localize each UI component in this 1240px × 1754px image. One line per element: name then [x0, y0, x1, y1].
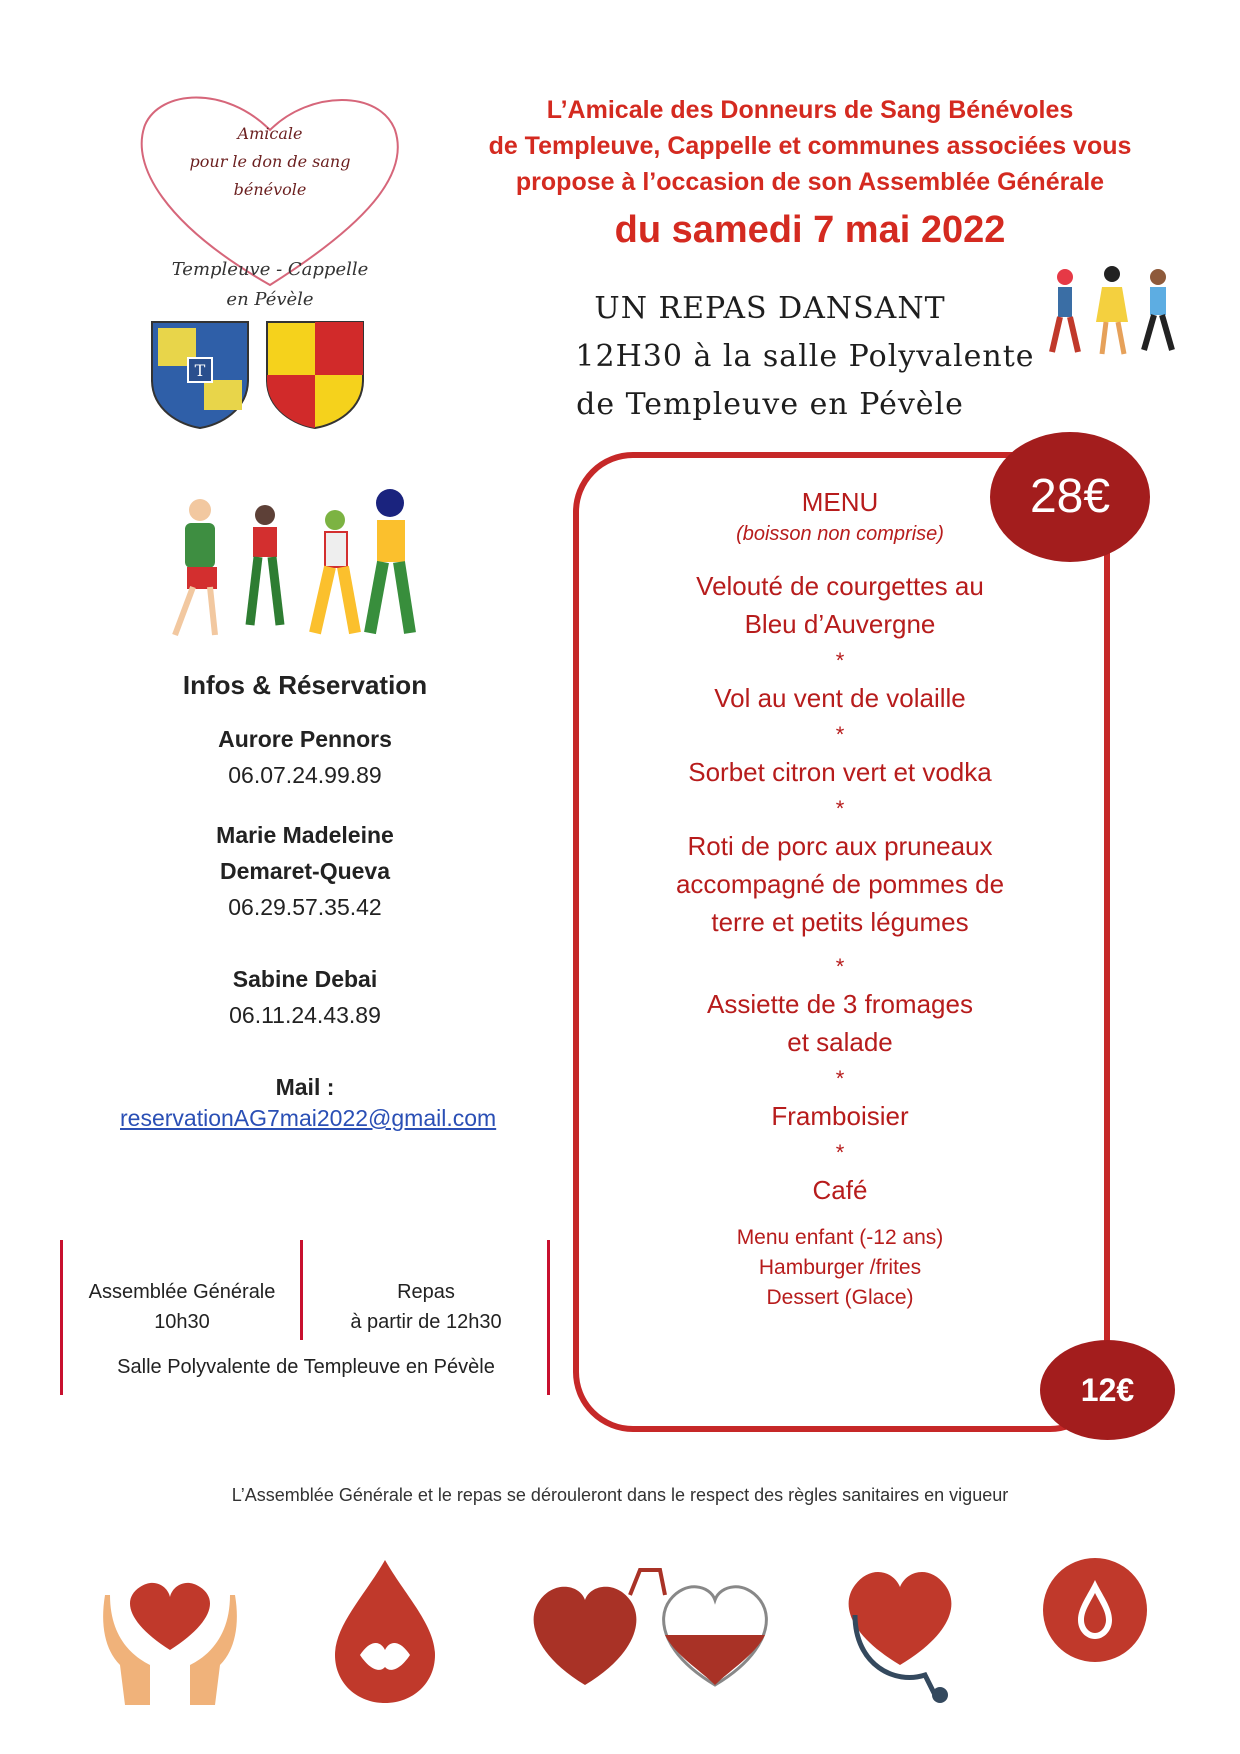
event-time-place: 12H30 à la salle Polyvalente [575, 339, 1035, 374]
contact-name: Sabine Debai [232, 966, 378, 992]
coat-of-arms-cappelle-icon [265, 320, 365, 430]
dish: accompagné de pommes de [675, 869, 1005, 899]
schedule-box [60, 1240, 550, 1395]
ag-label: Assemblée Générale [88, 1281, 276, 1303]
menu-title: MENU [801, 487, 879, 517]
place: Salle Polyvalente de Templeuve en Pévèle [117, 1356, 495, 1378]
event-town: de Templeuve en Pévèle [576, 387, 964, 422]
dancing-people-illustration-icon [155, 475, 455, 645]
contact-phone: 06.11.24.43.89 [229, 1002, 381, 1028]
svg-text:T: T [194, 361, 206, 380]
mail-label: Mail : [275, 1074, 335, 1100]
header-line-3: propose à l’occasion de son Assemblée Générale [515, 168, 1105, 196]
repas-time: à partir de 12h30 [350, 1311, 502, 1333]
dish: Vol au vent de volaille [714, 683, 966, 713]
price-kid-badge: 12€ [1040, 1340, 1175, 1440]
logo-line-4: Templeuve - Cappelle [171, 259, 369, 280]
kids-menu-line: Hamburger /frites [758, 1256, 922, 1279]
contact-name-2: Demaret-Queva [219, 858, 391, 884]
kids-menu [590, 1223, 1090, 1313]
menu-subtitle: (boisson non comprise) [736, 523, 944, 545]
separator-star: * [835, 1066, 845, 1091]
event-info [430, 285, 1180, 429]
dish: Sorbet citron vert et vodka [688, 757, 992, 787]
hands-heart-icon [100, 1555, 240, 1705]
separator-star: * [835, 1140, 845, 1165]
event-title: UN REPAS DANSANT [594, 291, 946, 326]
separator-star: * [835, 648, 845, 673]
coat-of-arms-templeuve-icon [150, 320, 250, 430]
logo-line-3: bénévole [233, 180, 307, 199]
dish: Café [812, 1175, 868, 1205]
dish: Roti de porc aux pruneaux [687, 831, 993, 861]
blood-drop-circle-icon [1040, 1555, 1150, 1665]
ag-time: 10h30 [154, 1311, 210, 1333]
contact-name: Marie Madeleine [216, 822, 394, 848]
logo-line-5: en Pévèle [226, 289, 314, 310]
infos-reservation [120, 670, 497, 1132]
separator-star: * [835, 722, 845, 747]
dish: et salade [787, 1027, 893, 1057]
separator-star: * [835, 796, 845, 821]
dish: Framboisier [771, 1101, 909, 1131]
repas-label: Repas [397, 1281, 455, 1303]
contact-phone: 06.07.24.99.89 [228, 762, 382, 788]
blood-drop-hands-icon [325, 1555, 445, 1705]
dish: Assiette de 3 fromages [707, 989, 973, 1019]
event-date: du samedi 7 mai 2022 [614, 209, 1006, 251]
mail-link[interactable]: reservationAG7mai2022@gmail.com [120, 1105, 497, 1131]
contact-phone: 06.29.57.35.42 [228, 894, 382, 920]
amicale-logo [125, 85, 415, 435]
dish: Velouté de courgettes au [696, 571, 984, 601]
price-adult-badge: 28€ [990, 432, 1150, 562]
menu [590, 485, 1090, 1313]
header-line-2: de Templeuve, Cappelle et communes associées vous [488, 132, 1132, 160]
header-line-1: L’Amicale des Donneurs de Sang Bénévoles [546, 96, 1074, 124]
kids-menu-line: Menu enfant (-12 ans) [736, 1226, 944, 1249]
contact-name: Aurore Pennors [218, 726, 392, 752]
infos-title: Infos & Réservation [182, 670, 428, 700]
header [440, 92, 1180, 256]
heart-stethoscope-icon [835, 1555, 965, 1705]
separator-star: * [835, 954, 845, 979]
logo-line-1: Amicale [237, 124, 303, 143]
logo-line-2: pour le don de sang [189, 152, 351, 171]
dish: Bleu d’Auvergne [744, 609, 936, 639]
footer-note: L’Assemblée Générale et le repas se dérouleront dans le respect des règles sanitaires en vigueur [231, 1485, 1009, 1505]
dish: terre et petits légumes [711, 907, 969, 937]
kids-menu-line: Dessert (Glace) [766, 1286, 914, 1309]
heart-transfusion-icon [525, 1555, 775, 1705]
